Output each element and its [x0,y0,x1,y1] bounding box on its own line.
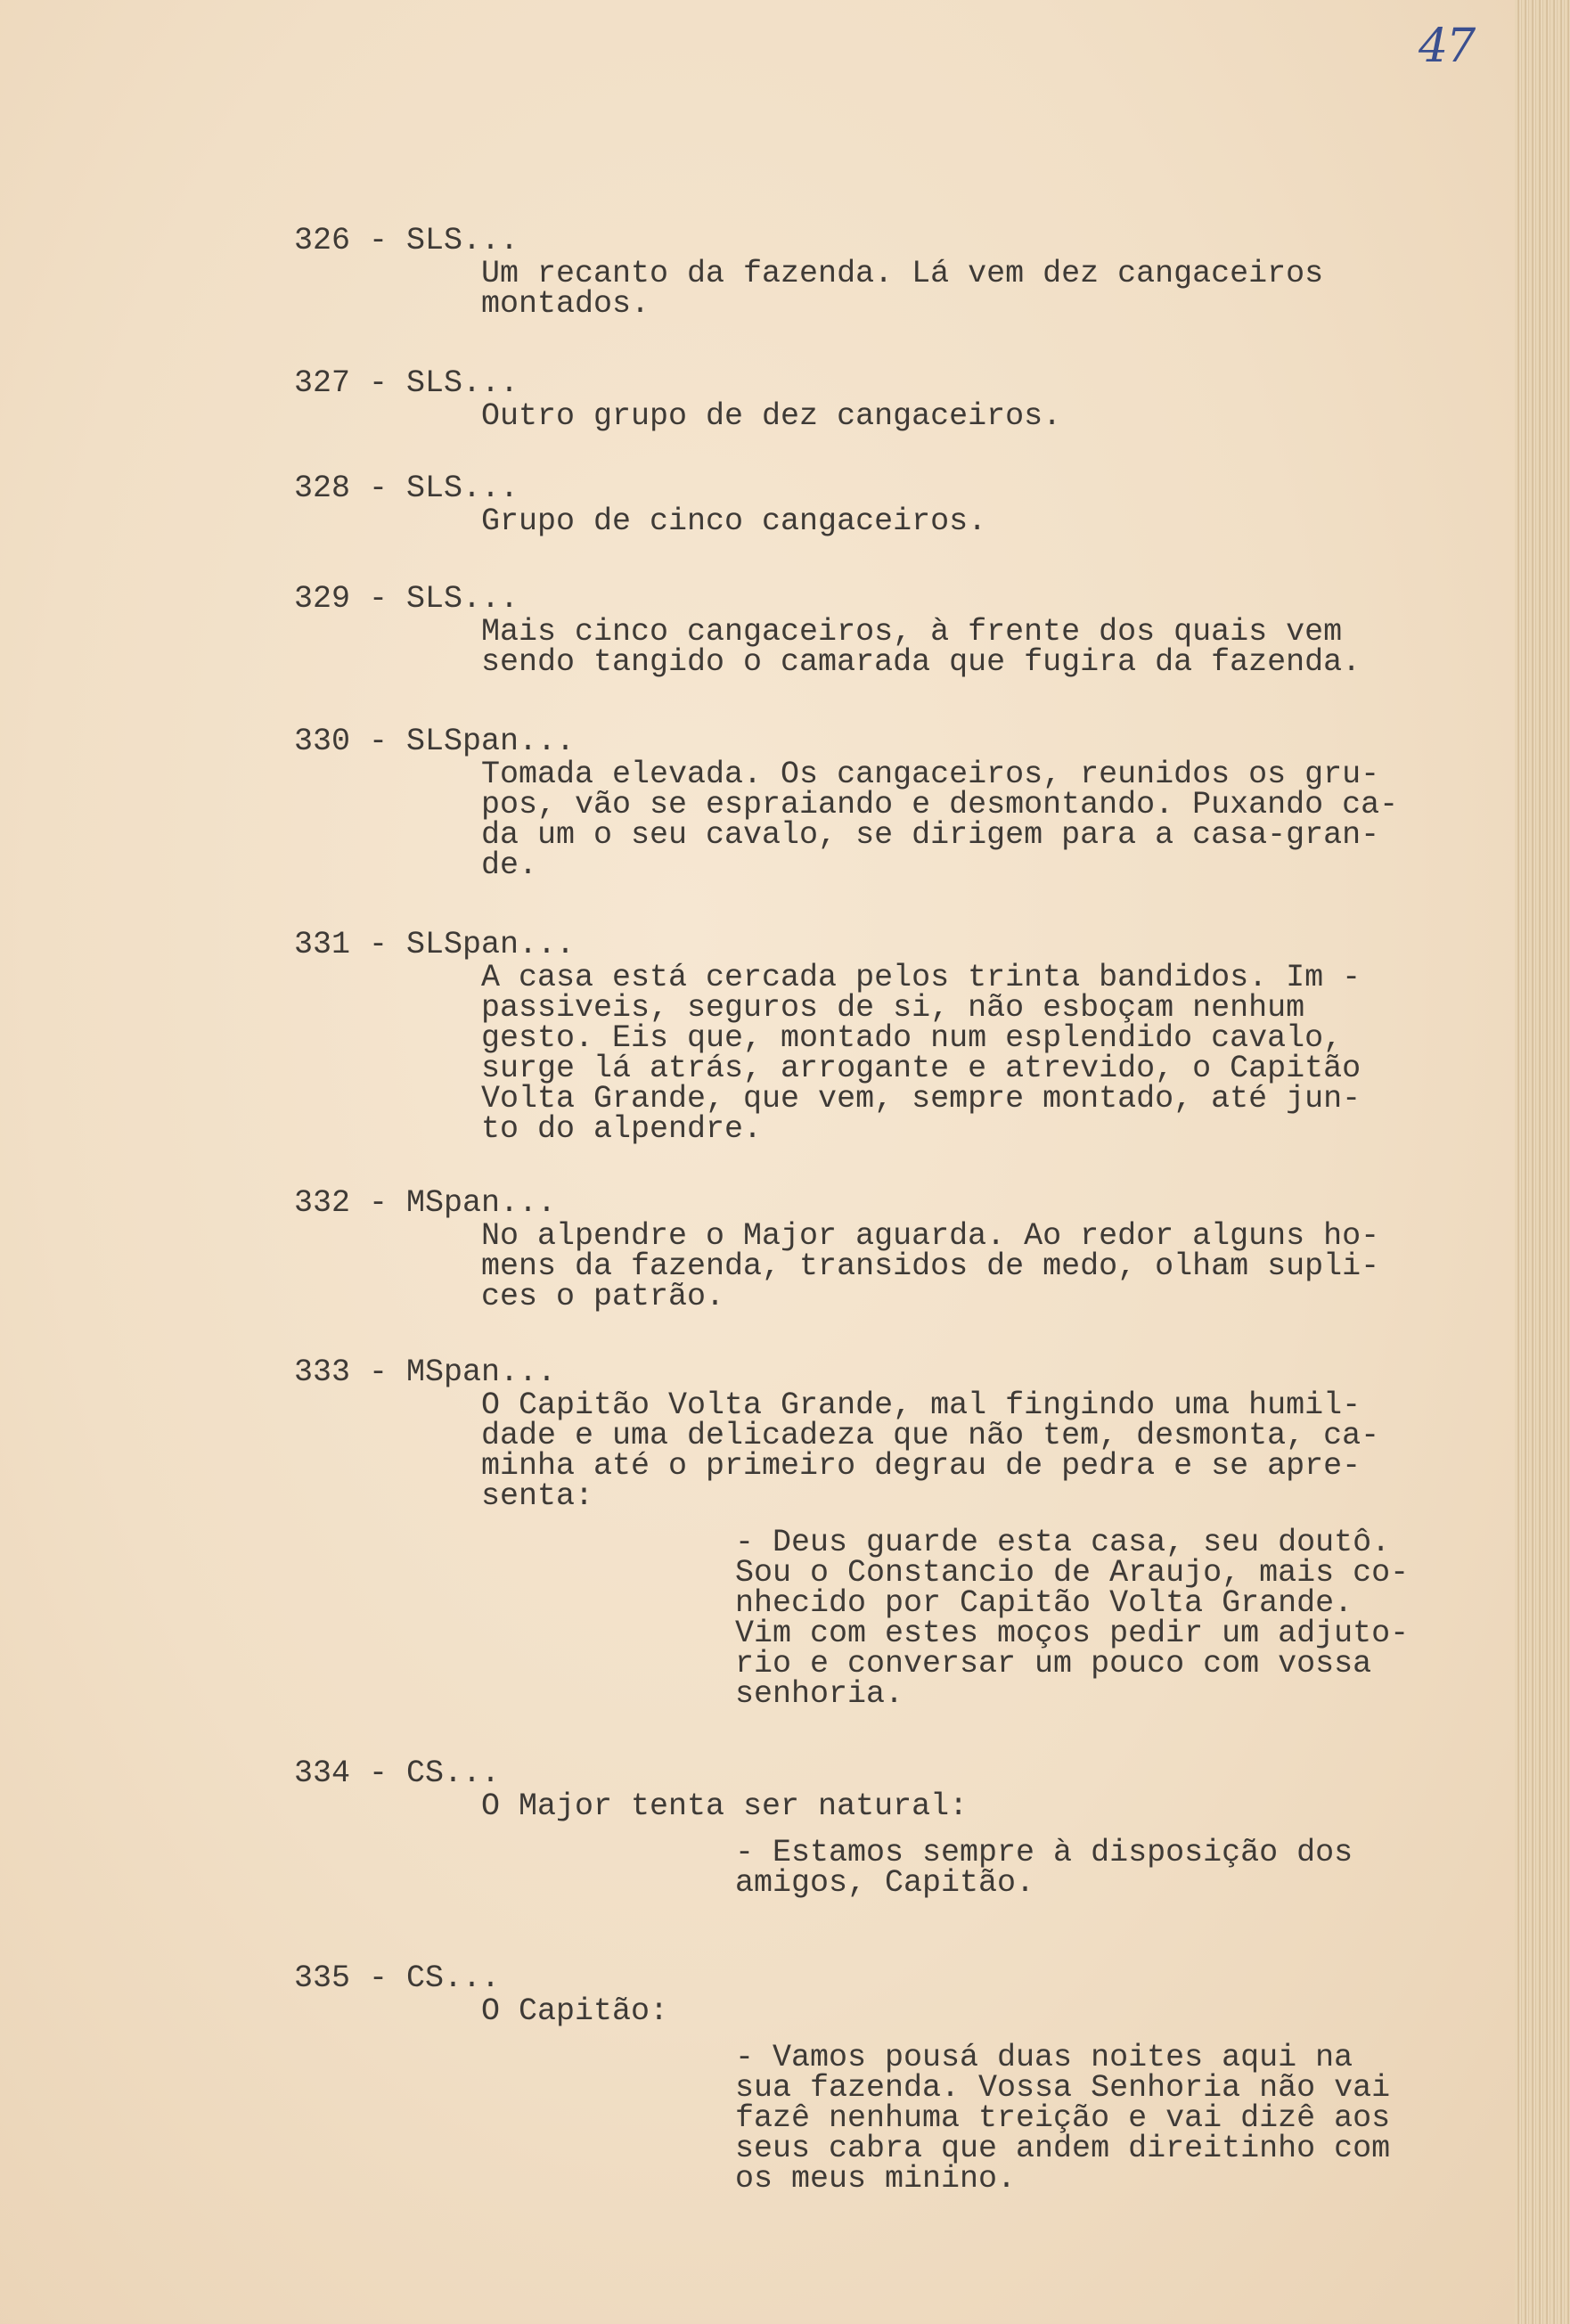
shot-number: 331 [294,927,351,962]
page-number: 47 [1419,20,1475,73]
shot-number: 334 [294,1755,351,1791]
shot-type: SLSpan... [406,927,576,962]
shot-description: Grupo de cinco cangaceiros. [481,503,987,539]
shot-331 [294,927,1361,1147]
shot-330 [294,724,1399,883]
shot-number: 326 [294,223,351,258]
dialogue-speech: - Estamos sempre à disposição dos amigos, Capitão. [735,1835,1353,1901]
shot-333 [294,1354,1410,1712]
shot-heading: 327 - SLS... [294,365,519,401]
shot-334 [294,1755,1353,1901]
shot-heading: 335 - CS... [294,1960,501,1996]
shot-number: 327 [294,365,351,401]
shot-description: O Capitão: [481,1993,669,2029]
shot-number: 335 [294,1960,351,1996]
shot-heading: 333 - MSpan... [294,1354,557,1390]
shot-heading: 331 - SLSpan... [294,927,576,962]
shot-335 [294,1960,1391,2197]
shot-description: O Major tenta ser natural: [481,1788,969,1824]
dialogue-speech: - Vamos pousá duas noites aqui na sua fazenda. Vossa Senhoria não vai fazê nenhuma treição e vai dizê aos seus cabra que andem direitinho com os meus minino. [735,2040,1391,2197]
shot-description: No alpendre o Major aguarda. Ao redor alguns ho- mens da fazenda, transidos de medo, olham supli- ces o patrão. [481,1218,1380,1314]
shot-heading: 330 - SLSpan... [294,724,576,759]
shot-number: 328 [294,471,351,506]
shot-type: CS... [406,1960,501,1996]
shot-heading: 334 - CS... [294,1755,501,1791]
page-stack-edges [1515,0,1570,2324]
shot-332 [294,1185,1379,1312]
shot-327 [294,365,1062,434]
shot-type: SLSpan... [406,724,576,759]
shot-description: A casa está cercada pelos trinta bandidos. Im - passiveis, seguros de si, não esboçam nenhum gesto. Eis que, montado num esplendido cavalo, surge lá atrás, arrogante e atrevido, o Capitão Volta Grande, que vem, sempre montado, até jun- to do alpendre. [481,960,1361,1147]
shot-description: O Capitão Volta Grande, mal fingindo uma humil- dade e uma delicadeza que não tem, desmonta, ca- minha até o primeiro degrau de pedra e se apre- senta: [481,1387,1380,1514]
shot-description: Tomada elevada. Os cangaceiros, reunidos os gru- pos, vão se espraiando e desmontando. Puxando ca- da um o seu cavalo, se dirigem para a casa-gran- de. [481,757,1399,883]
shot-type: SLS... [406,365,519,401]
shot-description: Mais cinco cangaceiros, à frente dos quais vem sendo tangido o camarada que fugira da fazenda. [481,614,1361,680]
shot-329 [294,581,1361,680]
shot-number: 329 [294,581,351,617]
shot-heading: 326 - SLS... [294,223,519,258]
shot-type: SLS... [406,223,519,258]
shot-number: 330 [294,724,351,759]
shot-description: Outro grupo de dez cangaceiros. [481,398,1062,434]
shot-326 [294,223,1324,322]
dialogue-speech: - Deus guarde esta casa, seu doutô. Sou o Constancio de Araujo, mais co- nhecido por Capitão Volta Grande. Vim com estes moços pedir um adjuto- rio e conversar um pouco com vossa senhoria. [735,1525,1410,1712]
shot-description: Um recanto da fazenda. Lá vem dez cangaceiros montados. [481,256,1324,322]
shot-type: SLS... [406,471,519,506]
shot-heading: 328 - SLS... [294,471,519,506]
shot-type: CS... [406,1755,501,1791]
shot-type: MSpan... [406,1354,557,1390]
shot-type: SLS... [406,581,519,617]
shot-heading: 332 - MSpan... [294,1185,557,1221]
shot-number: 333 [294,1354,351,1390]
shot-heading: 329 - SLS... [294,581,519,617]
shot-328 [294,471,987,539]
shot-number: 332 [294,1185,351,1221]
shot-type: MSpan... [406,1185,557,1221]
